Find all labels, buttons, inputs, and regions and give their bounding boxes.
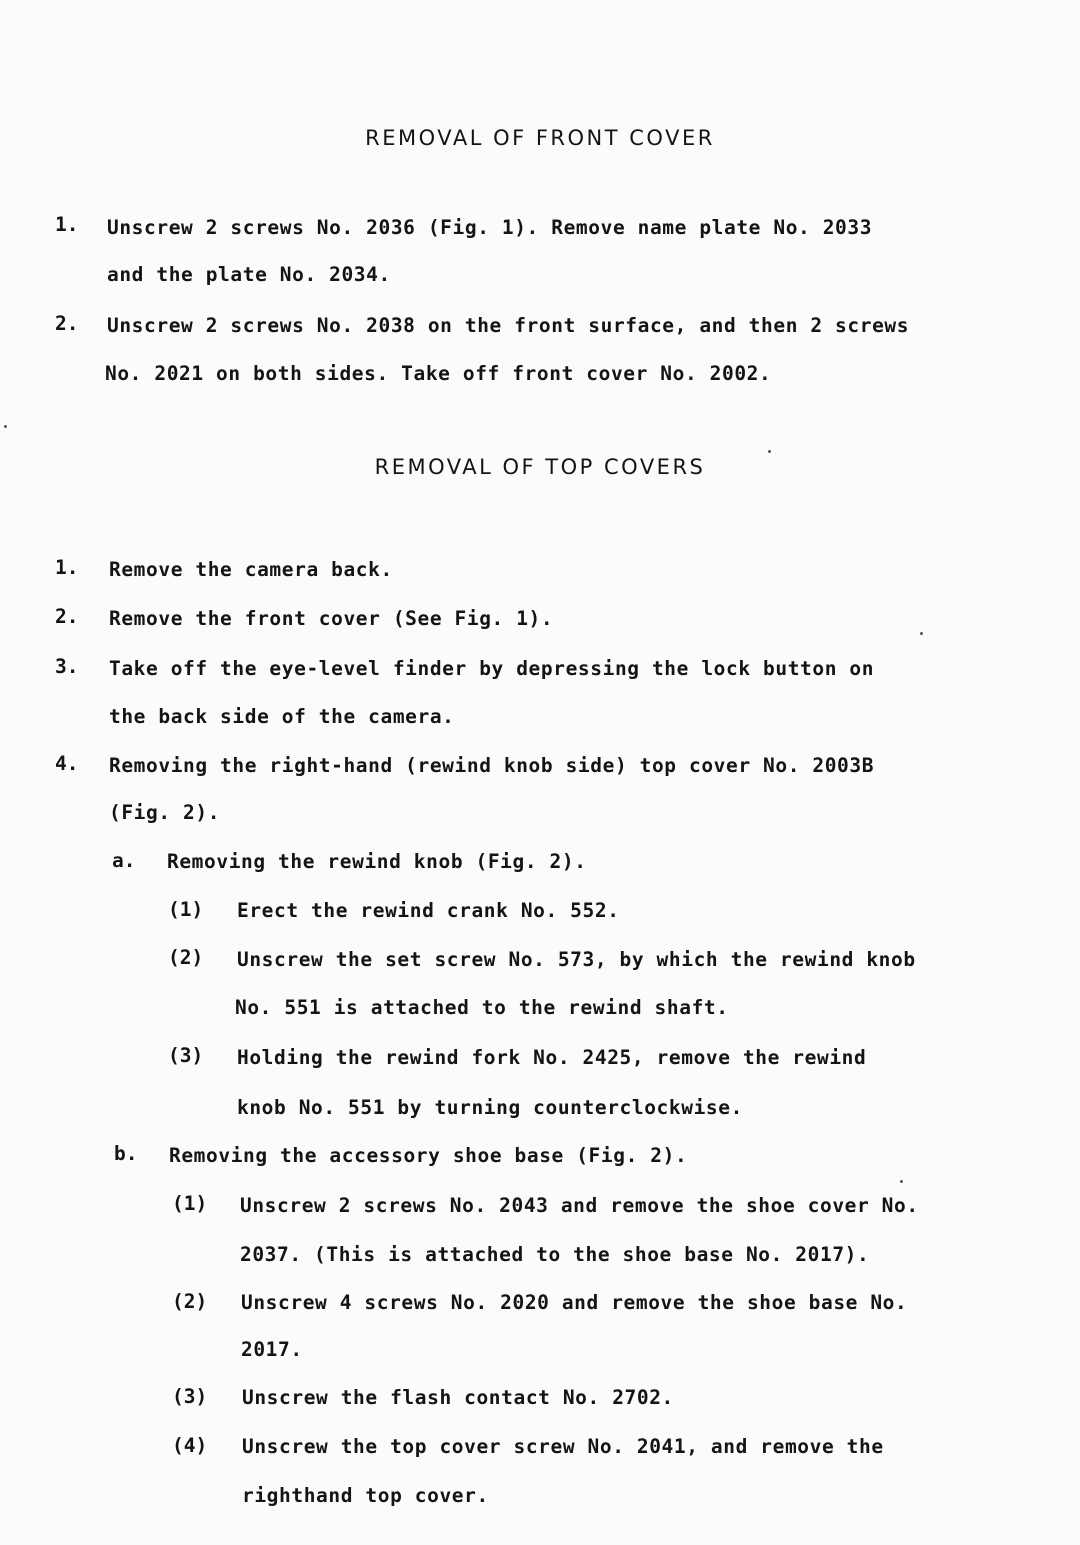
item-text-line: Remove the camera back. [109,558,393,581]
item-number: 2. [55,312,79,335]
step-text-line: knob No. 551 by turning counterclockwise. [237,1096,743,1119]
item-number: 4. [55,752,79,775]
item-text-line: Unscrew 2 screws No. 2036 (Fig. 1). Remove name plate No. 2033 [107,216,873,239]
step-text-line: Unscrew 2 screws No. 2043 and remove the shoe cover No. [240,1194,919,1217]
item-text-line: Removing the right-hand (rewind knob side) top cover No. 2003B [109,754,875,777]
step-number: (1) [172,1192,208,1215]
item-text-line: Remove the front cover (See Fig. 1). [109,607,554,630]
item-number: 3. [55,655,79,678]
step-text-line: Holding the rewind fork No. 2425, remove the rewind [237,1046,867,1069]
scan-speck [920,632,923,635]
step-text-line: Unscrew the flash contact No. 2702. [242,1386,674,1409]
item-number: 2. [55,605,79,628]
step-number: (3) [172,1385,208,1408]
item-text-line: Unscrew 2 screws No. 2038 on the front surface, and then 2 screws [107,314,910,337]
item-number: 1. [55,213,79,236]
item-text-line: Take off the eye-level finder by depressing the lock button on [109,657,875,680]
step-text-line: righthand top cover. [242,1484,489,1507]
item-text-line: No. 2021 on both sides. Take off front cover No. 2002. [105,362,772,385]
section-heading-top-covers: REMOVAL OF TOP COVERS [374,455,706,479]
sub-item-label: b. [114,1142,138,1165]
item-text-line: the back side of the camera. [109,705,455,728]
step-text-line: Unscrew 4 screws No. 2020 and remove the shoe base No. [241,1291,908,1314]
sub-item-label: a. [112,849,136,872]
step-number: (3) [168,1044,204,1067]
step-number: (4) [172,1434,208,1457]
scan-speck [900,1180,903,1183]
scan-speck [4,425,7,428]
scan-speck [768,450,771,453]
step-text-line: 2037. (This is attached to the shoe base No. 2017). [240,1243,870,1266]
step-text-line: Unscrew the set screw No. 573, by which the rewind knob [237,948,916,971]
step-number: (2) [172,1290,208,1313]
sub-item-text: Removing the rewind knob (Fig. 2). [167,850,587,873]
sub-item-text: Removing the accessory shoe base (Fig. 2). [169,1144,688,1167]
step-number: (1) [168,898,204,921]
item-text-line: and the plate No. 2034. [107,263,391,286]
step-text-line: No. 551 is attached to the rewind shaft. [235,996,729,1019]
step-number: (2) [168,946,204,969]
step-text-line: 2017. [241,1338,303,1361]
item-number: 1. [55,556,79,579]
section-heading-front-cover: REMOVAL OF FRONT COVER [365,126,715,150]
step-text-line: Unscrew the top cover screw No. 2041, and remove the [242,1435,884,1458]
step-text-line: Erect the rewind crank No. 552. [237,899,620,922]
item-text-line: (Fig. 2). [109,801,221,824]
